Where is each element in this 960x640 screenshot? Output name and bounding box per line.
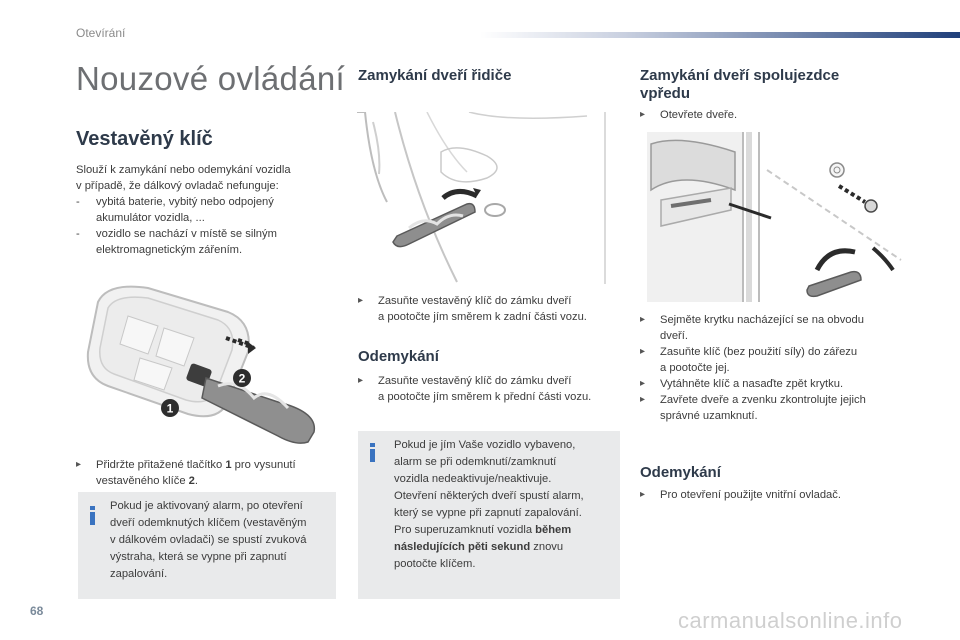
bullet-line: vozidlo se nachází v místě se silným: [96, 228, 277, 240]
passenger-door-drawing: [647, 132, 901, 302]
step-arrow-icon: ▸: [640, 489, 646, 500]
intro-paragraph: [76, 162, 336, 258]
info-box-alarm: Pokud je aktivovaný alarm, po otevření dveří odemknutých klíčem (vestavěným v dálkovém ovladači) se spustí zvuková výstraha, která se vypne při zapnutí zapalování.: [78, 492, 336, 599]
bullet-dash: -: [76, 228, 80, 240]
unlock-step-middle: ▸ Zasuňte vestavěný klíč do zámku dveří a pootočte jím směrem k přední části vozu.: [358, 375, 592, 403]
step-arrow-icon: ▸: [640, 314, 646, 325]
page-title: Nouzové ovládání: [76, 60, 345, 97]
heading-passenger-door-lock: Zamykání dveří spolujezdce vpředu: [640, 67, 840, 102]
info-icon: [90, 506, 95, 525]
heading-unlock-right: Odemykání: [640, 464, 721, 481]
watermark: carmanualsonline.info: [678, 608, 903, 633]
step-item: ▸ Sejměte krytku nacházející se na obvodu dveří.: [640, 314, 864, 342]
heading-driver-door-lock: Zamykání dveří řidiče: [358, 67, 512, 84]
step-arrow-icon: ▸: [358, 375, 364, 386]
callout-2-label: 2: [238, 371, 246, 386]
info-box-superlock: Pokud je jím Vaše vozidlo vybaveno, alarm se při odemknutí/zamknutí vozidla nedeaktivuje/neaktivuje. Otevření některých dveří spustí alarm, který se vypne při zapnutí zapalování. Pro superuzamknutí vozidla během následujících pěti sekund znovu pootočte klíčem.: [358, 431, 620, 599]
step-arrow-icon: ▸: [76, 459, 82, 470]
intro-line-2: v případě, že dálkový ovladač nefunguje:: [76, 180, 279, 192]
step-arrow-icon: ▸: [358, 295, 364, 306]
bullet-line: vybitá baterie, vybitý nebo odpojený: [96, 196, 274, 208]
section-label: Otevírání: [76, 26, 126, 40]
heading-built-in-key: Vestavěný klíč: [76, 128, 213, 150]
bullet-dash: -: [76, 196, 80, 208]
passenger-door-illustration: [641, 130, 903, 304]
callout-1-label: 1: [166, 401, 174, 416]
intro-line-1: Slouží k zamykání nebo odemykání vozidla: [76, 164, 291, 176]
lock-step: ▸ Zasuňte vestavěný klíč do zámku dveří a pootočte jím směrem k zadní části vozu.: [358, 295, 587, 323]
step-arrow-icon: ▸: [640, 394, 646, 405]
open-door-step: ▸ Otevřete dveře.: [640, 109, 738, 121]
callout-2: [233, 369, 251, 387]
bullet-item: [76, 194, 336, 226]
bullet-line: akumulátor vozidla, ...: [96, 212, 205, 224]
key-fob-illustration: [78, 282, 328, 450]
step-arrow-icon: ▸: [640, 346, 646, 357]
step-item: ▸ Zavřete dveře a zvenku zkontrolujte jejich správné uzamknutí.: [640, 394, 866, 422]
step-arrow-icon: ▸: [640, 109, 646, 120]
driver-door-illustration: [357, 112, 619, 284]
left-step: ▸ Přidržte přitažené tlačítko 1 pro vysunutí vestavěného klíče 2.: [76, 459, 296, 487]
unlock-step-right: ▸ Pro otevření použijte vnitřní ovladač.: [640, 489, 841, 501]
info-icon: [370, 443, 375, 462]
key-fob-drawing: [88, 287, 315, 444]
page-number: 68: [30, 604, 44, 618]
bullet-line: elektromagnetickým zářením.: [96, 244, 243, 256]
passenger-steps: [640, 312, 902, 424]
header-rule: [480, 32, 960, 38]
step-item: ▸ Zasuňte klíč (bez použití síly) do zářezu a pootočte jej.: [640, 346, 858, 374]
bullet-item: [76, 226, 336, 258]
driver-door-drawing: [357, 112, 605, 284]
step-arrow-icon: ▸: [640, 378, 646, 389]
step-item: ▸ Vytáhněte klíč a nasaďte zpět krytku.: [640, 378, 844, 390]
heading-unlock-middle: Odemykání: [358, 348, 439, 365]
callout-1: [161, 399, 179, 417]
